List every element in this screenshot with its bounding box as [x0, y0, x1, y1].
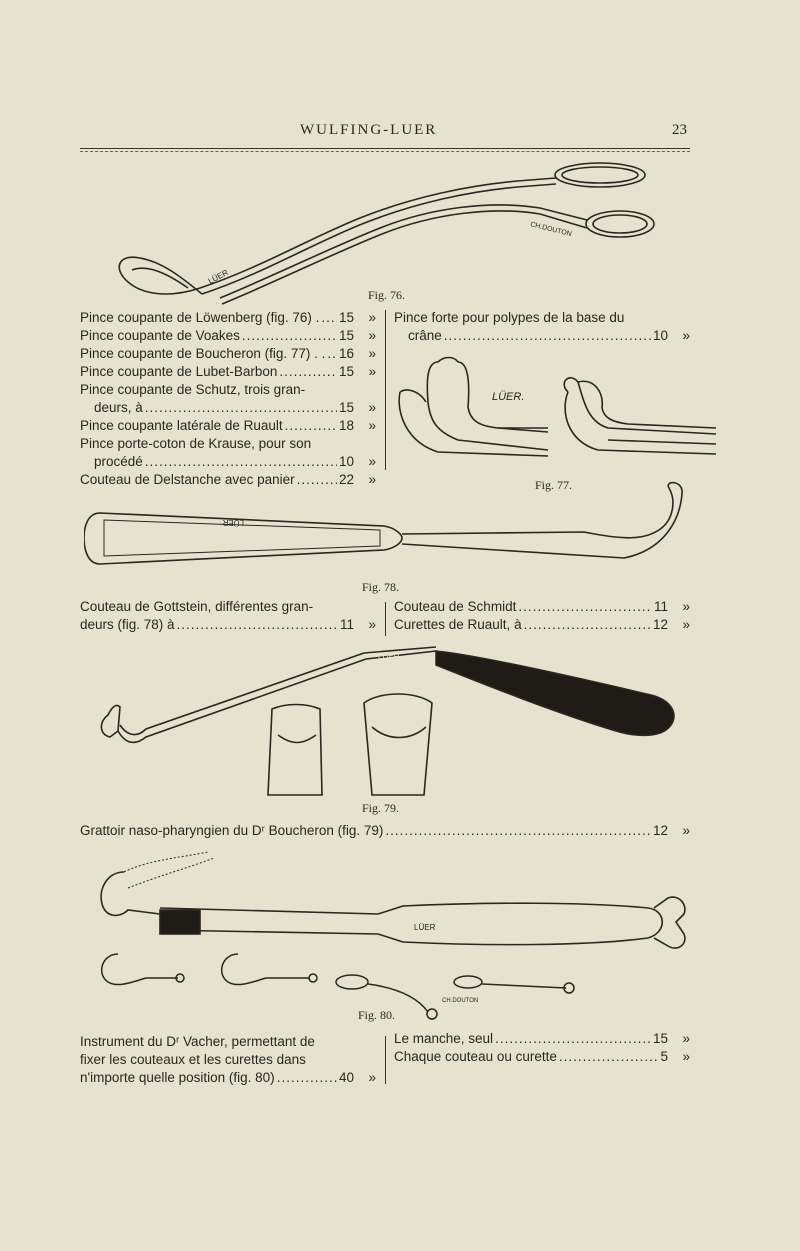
item-label: procédé — [94, 454, 143, 469]
item-label: Le manche, seul — [394, 1031, 494, 1046]
list-item-line: Pince coupante de Schutz, trois gran- — [80, 382, 306, 397]
item-label: Pince coupante de Lubet-Barbon — [80, 364, 278, 379]
item-price: 18 — [338, 418, 354, 433]
figure-80-brand: LÜER — [414, 923, 436, 932]
dot-leader — [277, 1069, 337, 1087]
price-list-left-1 — [80, 309, 376, 489]
dot-leader — [524, 616, 651, 634]
item-price: 16 — [338, 346, 354, 361]
item-unit-mark: » — [368, 454, 376, 469]
column-divider — [385, 1036, 386, 1084]
item-label: Chaque couteau ou curette — [394, 1049, 557, 1064]
dot-leader — [177, 616, 338, 634]
item-unit-mark: » — [682, 328, 690, 343]
figure-78-knife — [84, 480, 694, 575]
list-item-line: fixer les couteaux et les curettes dans — [80, 1052, 306, 1067]
item-unit-mark: » — [682, 1049, 690, 1064]
figure-76-brand: LÜER — [206, 267, 230, 286]
list-item — [394, 1048, 690, 1066]
figure-77-caption: Fig. 77. — [535, 478, 573, 492]
item-unit-mark: » — [682, 599, 690, 614]
item-price: 15 — [338, 364, 354, 379]
item-price: 12 — [652, 617, 668, 632]
dot-leader — [242, 327, 337, 345]
list-item — [394, 598, 690, 616]
running-header-title: WULFING-LUER — [300, 122, 438, 138]
item-price: 22 — [338, 472, 354, 487]
figure-78-brand: LÜER — [222, 518, 244, 527]
list-item — [80, 417, 376, 435]
item-label: deurs (fig. 78) à — [80, 617, 175, 632]
figure-77-polyp-forceps — [398, 352, 718, 462]
price-list-left-2 — [80, 598, 376, 634]
item-unit-mark: » — [368, 346, 376, 361]
item-label: Pince coupante de Voakes — [80, 328, 240, 343]
item-price: 10 — [652, 328, 668, 343]
list-item — [80, 1069, 376, 1087]
figure-80-caption: Fig. 80. — [358, 1008, 396, 1022]
dot-leader — [327, 345, 337, 363]
item-label: crâne — [408, 328, 442, 343]
figure-78-caption: Fig. 78. — [362, 580, 400, 594]
dot-leader — [444, 327, 651, 345]
item-unit-mark: » — [368, 472, 376, 487]
figure-80-vacher-instrument — [88, 848, 692, 1023]
dot-leader — [279, 363, 337, 381]
item-price: 15 — [652, 1031, 668, 1046]
item-price: 15 — [338, 310, 354, 325]
item-price: 12 — [652, 823, 668, 838]
dot-leader — [321, 309, 337, 327]
item-label: Pince coupante latérale de Ruault — [80, 418, 283, 433]
figure-77-brand: LÜER. — [492, 391, 525, 403]
price-list-3 — [80, 822, 690, 840]
list-item — [80, 345, 376, 363]
item-unit-mark: » — [368, 418, 376, 433]
item-label: n'importe quelle position (fig. 80) — [80, 1070, 275, 1085]
dot-leader — [145, 399, 337, 417]
item-price: 11 — [339, 617, 354, 632]
price-list-left-4 — [80, 1033, 376, 1087]
price-list-right-2 — [394, 598, 690, 634]
figure-79-scraper — [96, 645, 680, 800]
item-label: Pince coupante de Boucheron (fig. 77) . . — [80, 346, 326, 361]
item-unit-mark: » — [368, 310, 376, 325]
list-item-line: Pince forte pour polypes de la base du — [394, 310, 625, 325]
item-unit-mark: » — [368, 1070, 376, 1085]
figure-79-brand: LÜER — [378, 652, 400, 661]
item-price: 10 — [338, 454, 354, 469]
item-unit-mark: » — [682, 617, 690, 632]
item-label: Couteau de Delstanche avec panier — [80, 472, 295, 487]
figure-76-maker-mark: CH.DOUTON — [529, 221, 573, 239]
item-label: deurs, à — [94, 400, 143, 415]
price-list-right-1 — [394, 309, 690, 345]
item-unit-mark: » — [682, 823, 690, 838]
dot-leader — [559, 1048, 659, 1066]
item-price: 40 — [338, 1070, 354, 1085]
dot-leader — [495, 1030, 651, 1048]
figure-76-caption: Fig. 76. — [368, 288, 406, 302]
item-label: Couteau de Schmidt — [394, 599, 517, 614]
item-unit-mark: » — [368, 364, 376, 379]
item-unit-mark: » — [368, 400, 376, 415]
item-price: 15 — [338, 400, 354, 415]
price-list-right-4 — [394, 1030, 690, 1066]
list-item-line: Couteau de Gottstein, différentes gran- — [80, 599, 314, 614]
list-item — [80, 399, 376, 417]
dot-leader — [285, 417, 337, 435]
list-item — [394, 327, 690, 345]
list-item — [394, 616, 690, 634]
list-item-line: Pince porte-coton de Krause, pour son — [80, 436, 312, 451]
item-label: Curettes de Ruault, à — [394, 617, 522, 632]
item-unit-mark: » — [368, 617, 376, 632]
list-item — [80, 309, 376, 327]
dot-leader — [518, 598, 652, 616]
figure-80-maker-mark: CH.DOUTON — [442, 998, 479, 1004]
item-label: Grattoir naso-pharyngien du Dʳ Boucheron (fig. 79) — [80, 823, 384, 838]
item-price: 11 — [653, 599, 668, 614]
figure-79-caption: Fig. 79. — [362, 801, 400, 815]
dot-leader — [145, 453, 337, 471]
list-item-line: Instrument du Dʳ Vacher, permettant de — [80, 1034, 315, 1049]
item-unit-mark: » — [682, 1031, 690, 1046]
dot-leader — [385, 822, 651, 840]
list-item — [80, 327, 376, 345]
page-number: 23 — [672, 122, 687, 138]
list-item — [80, 616, 376, 634]
item-price: 15 — [338, 328, 354, 343]
list-item — [80, 363, 376, 381]
list-item — [80, 822, 690, 840]
item-unit-mark: » — [368, 328, 376, 343]
column-divider — [385, 602, 386, 636]
item-price: 5 — [660, 1049, 668, 1064]
list-item — [80, 453, 376, 471]
list-item — [394, 1030, 690, 1048]
header-rule — [80, 148, 690, 152]
figure-76-forceps — [110, 158, 670, 308]
item-label: Pince coupante de Löwenberg (fig. 76) . — [80, 310, 320, 325]
column-divider — [385, 310, 386, 470]
